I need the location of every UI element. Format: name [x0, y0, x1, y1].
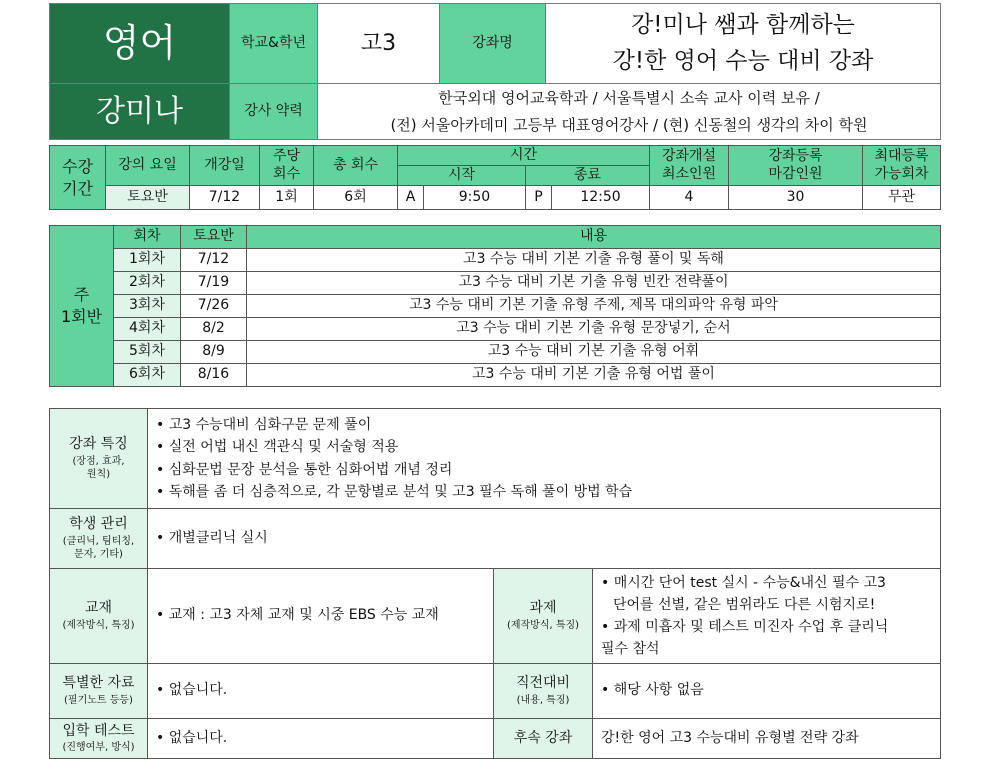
materials-label-cell: [50, 664, 148, 719]
content-cell: 고3 수능 대비 기본 기출 유형 주제, 제목 대의파악 유형 파악: [247, 295, 941, 318]
total-count-value: 6회: [314, 186, 398, 210]
enrollment-period-label: 수강 기간: [50, 146, 106, 210]
career-line2: (전) 서울아카데미 고등부 대표영어강사 / (현) 신동철의 생각의 차이 학원: [390, 115, 868, 134]
homework-label: 과제: [529, 599, 557, 616]
entrance-label: 입학 테스트: [62, 723, 135, 739]
features-sublabel: (장점, 효과, 원칙): [72, 456, 125, 480]
table-row: [50, 272, 941, 295]
content-cell: 고3 수능 대비 기본 기출 유형 빈칸 전략풀이: [247, 272, 941, 295]
list-item: • 고3 수능대비 심화구문 문제 풀이: [156, 416, 372, 433]
textbook-label: 교재: [84, 599, 113, 616]
content-cell: 고3 수능 대비 기본 기출 유형 어법 풀이: [247, 364, 941, 387]
followup-label-cell: [494, 719, 593, 759]
table-row: [50, 341, 941, 364]
table-row: [50, 295, 941, 318]
career-label: 강사 약력: [230, 84, 318, 140]
list-item: • 독해를 좀 더 심층적으로, 각 문항별로 분석 및 고3 필수 독해 풀이 방법 학습: [156, 484, 633, 500]
course-name-label: 강좌명: [440, 4, 546, 84]
grade-value: 고3: [318, 4, 440, 84]
course-title-line1: 강!미나 쌤과 함께하는: [631, 11, 855, 38]
management-sublabel: (클리닉, 팀티칭, 문자, 기타): [62, 536, 135, 560]
date-cell: 7/26: [181, 295, 247, 318]
total-count-header: 총 회수: [314, 146, 398, 186]
table-row: [50, 318, 941, 341]
table-row: [50, 364, 941, 387]
start-time-value: 9:50: [424, 186, 526, 210]
schedule-table: [49, 145, 941, 210]
time-start-header: 시작: [398, 166, 526, 186]
time-end-header: 종료: [526, 166, 650, 186]
content-header: 내용: [247, 226, 941, 249]
session-cell: 6회차: [114, 364, 181, 387]
grade-label: 학교&학년: [230, 4, 318, 84]
entrance-sublabel: (진행여부, 방식): [62, 741, 135, 753]
homework-content: [593, 569, 941, 664]
subject-cell: 영어: [50, 4, 230, 84]
date-cell: 8/16: [181, 364, 247, 387]
homework-label-cell: [494, 569, 593, 664]
max-sessions-header: 최대등록 가능회차: [863, 146, 941, 186]
management-label-cell: [50, 509, 148, 569]
content-cell: 고3 수능 대비 기본 기출 유형 어휘: [247, 341, 941, 364]
prep-label-cell: [494, 664, 593, 719]
textbook-sublabel: (제작방식, 특징): [62, 620, 135, 631]
entrance-content: • 없습니다.: [148, 719, 494, 759]
teacher-name: 강미나: [50, 84, 230, 140]
class-day-header: 강의 요일: [106, 146, 190, 186]
session-cell: 4회차: [114, 318, 181, 341]
weekly-count-value: 1회: [260, 186, 314, 210]
class-day-value: 토요반: [106, 186, 190, 210]
list-item: • 실전 어법 내신 객관식 및 서술형 적용: [156, 439, 399, 455]
date-cell: 7/19: [181, 272, 247, 295]
session-cell: 3회차: [114, 295, 181, 318]
deadline-enrollment-header: 강좌등록 마감인원: [729, 146, 863, 186]
table-row: [50, 249, 941, 272]
entrance-label-cell: [50, 719, 148, 759]
followup-label: 후속 강좌: [513, 729, 573, 746]
homework-line1: • 매시간 단어 test 실시 - 수능&내신 필수 고3: [601, 575, 886, 591]
date-cell: 8/2: [181, 318, 247, 341]
course-title: [546, 4, 941, 84]
materials-sublabel: (필기노트 등등): [64, 695, 133, 706]
materials-label: 특별한 자료: [62, 674, 135, 691]
homework-line3: • 과제 미흡자 및 테스트 미진자 수업 후 클리닉: [601, 619, 889, 635]
deadline-enrollment-value: 30: [729, 186, 863, 210]
features-label-cell: [50, 409, 148, 509]
session-cell: 5회차: [114, 341, 181, 364]
session-header: 회차: [114, 226, 181, 249]
date-cell: 8/9: [181, 341, 247, 364]
features-label: 강좌 특징: [69, 435, 128, 452]
homework-line2: 단어를 선별, 같은 범위라도 다른 시험지로!: [613, 597, 876, 613]
teacher-career: [318, 84, 941, 140]
course-info-table: [49, 408, 941, 759]
session-cell: 2회차: [114, 272, 181, 295]
start-date-header: 개강일: [190, 146, 260, 186]
time-header: 시간: [398, 146, 650, 166]
homework-sublabel: (제작방식, 특징): [506, 620, 580, 631]
start-date-value: 7/12: [190, 186, 260, 210]
management-label: 학생 관리: [69, 515, 128, 532]
homework-line4: 필수 참석: [601, 641, 660, 657]
content-cell: 고3 수능 대비 기본 기출 유형 문장넣기, 순서: [247, 318, 941, 341]
weekly-count-header: 주당 회수: [260, 146, 314, 186]
textbook-label-cell: [50, 569, 148, 664]
prep-content: • 해당 사항 없음: [593, 664, 941, 719]
date-cell: 7/12: [181, 249, 247, 272]
textbook-content: • 교재 : 고3 자체 교재 및 시중 EBS 수능 교재: [148, 569, 494, 664]
end-time-value: 12:50: [552, 186, 650, 210]
prep-label: 직전대비: [515, 674, 571, 691]
prep-sublabel: (내용, 특징): [516, 695, 570, 706]
course-title-line2: 강!한 영어 수능 대비 강좌: [612, 47, 874, 74]
materials-content: • 없습니다.: [148, 664, 494, 719]
weekly-plan-table: [49, 225, 941, 387]
min-enrollment-header: 강좌개설 최소인원: [650, 146, 729, 186]
career-line1: 한국외대 영어교육학과 / 서울특별시 소속 교사 이력 보유 /: [438, 88, 820, 107]
plan-side-label: 주 1회반: [50, 226, 114, 387]
followup-content: 강!한 영어 고3 수능대비 유형별 전략 강좌: [593, 719, 941, 759]
course-header-table: [49, 3, 941, 140]
features-content: [148, 409, 941, 509]
session-cell: 1회차: [114, 249, 181, 272]
day-header: 토요반: [181, 226, 247, 249]
list-item: • 심화문법 문장 분석을 통한 심화어법 개념 정리: [156, 461, 453, 478]
content-cell: 고3 수능 대비 기본 기출 유형 풀이 및 독해: [247, 249, 941, 272]
management-content: • 개별클리닉 실시: [148, 509, 941, 569]
max-sessions-value: 무관: [863, 186, 941, 210]
end-ampm: P: [526, 186, 552, 210]
start-ampm: A: [398, 186, 424, 210]
min-enrollment-value: 4: [650, 186, 729, 210]
